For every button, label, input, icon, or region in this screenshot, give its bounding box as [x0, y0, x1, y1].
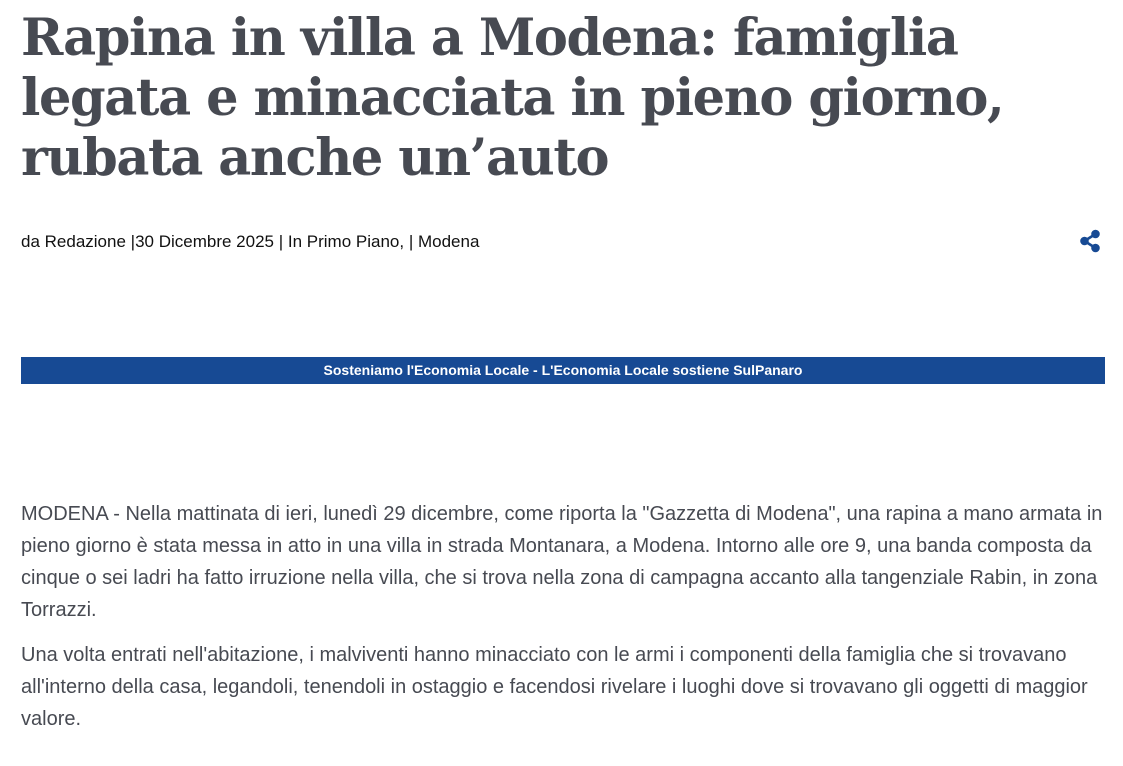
publish-date: 30 Dicembre 2025 — [135, 232, 274, 251]
author-label[interactable]: da Redazione | — [21, 232, 136, 251]
article — [21, 0, 1105, 730]
category-link-primo-piano[interactable]: In Primo Piano, — [287, 232, 405, 251]
meta-separator: | — [273, 232, 288, 251]
share-icon — [1078, 229, 1102, 253]
article-body — [21, 498, 1105, 748]
article-headline: Rapina in villa a Modena: famiglia legata e minacciata in pieno giorno, rubata anche un’auto — [21, 8, 1004, 188]
article-meta — [21, 229, 1105, 255]
article-meta-row — [21, 229, 1105, 255]
category-link-modena[interactable]: Modena — [417, 232, 480, 251]
share-button[interactable] — [1078, 229, 1102, 253]
article-paragraph: Una volta entrati nell'abitazione, i malviventi hanno minacciato con le armi i componenti della famiglia che si trovavano all'interno della casa, legandoli, tenendoli in ostaggio e facendosi rivelare i luoghi dove si trovavano gli oggetti di maggior valore. — [21, 644, 1088, 730]
meta-separator: | — [404, 232, 418, 251]
sponsor-banner[interactable]: Sosteniamo l'Economia Locale - L'Economia Locale sostiene SulPanaro — [21, 357, 1105, 384]
article-paragraph: MODENA - Nella mattinata di ieri, lunedì 29 dicembre, come riporta la "Gazzetta di Modena", una rapina a mano armata in pieno giorno è stata messa in atto in una villa in strada Montanara, a Modena. Intorno alle ore 9, una banda composta da cinque o sei ladri ha fatto irruzione nella villa, che si trova nella zona di campagna accanto alla tangenziale Rabin, in zona Torrazzi. — [21, 503, 1103, 621]
